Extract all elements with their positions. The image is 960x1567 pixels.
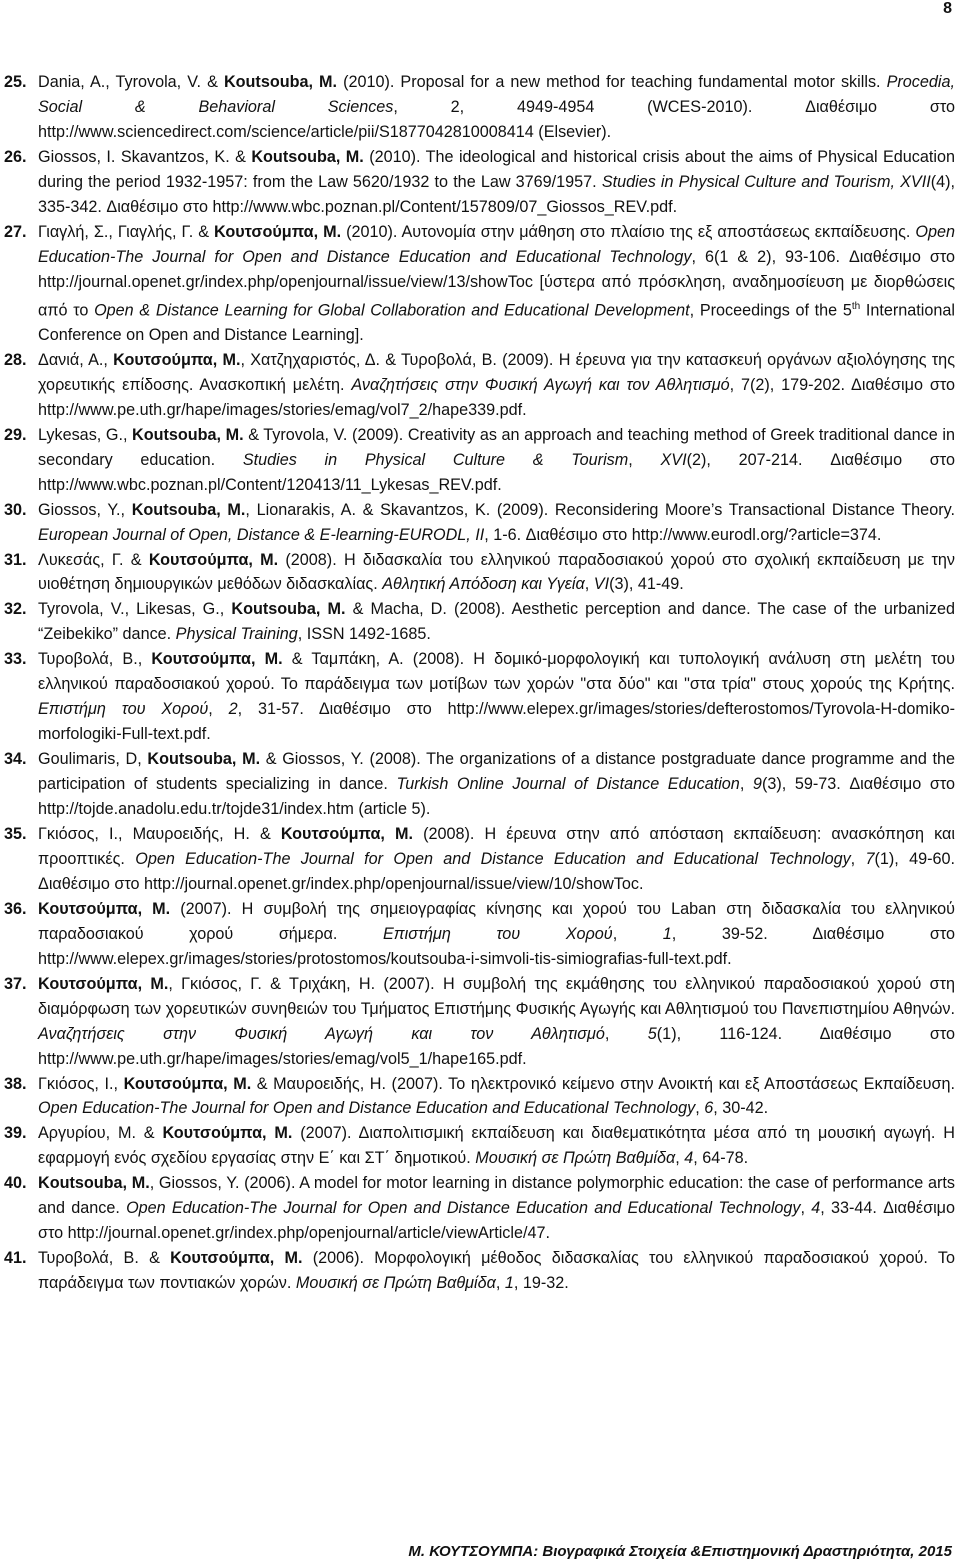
publication-title: 6 — [704, 1099, 714, 1118]
publication-title: Turkish Online Journal of Distance Education — [396, 775, 740, 794]
reference-segment: , 6(1 & 2), 93-106. Διαθέσιμο στο http://journal.openet.gr/index.php/openjournal/issue/view/13/showToc [ύστερα από πρόσκληση, αναδημοσίευση με διορθώσεις από το — [38, 247, 955, 319]
page-footer: Μ. ΚΟΥΤΣΟΥΜΠΑ: Βιογραφικά Στοιχεία &Επιστημονική Δραστηριότητα, 2015 — [408, 1543, 952, 1560]
author-name: Koutsouba, M. — [251, 147, 364, 166]
reference-segment: , — [495, 1274, 505, 1293]
reference-text — [38, 498, 955, 548]
reference-segment: , ISSN 1492-1685. — [297, 625, 431, 644]
reference-item — [0, 1121, 960, 1171]
reference-segment: Τυροβολά, Β. & — [38, 1249, 171, 1268]
reference-number: 40. — [4, 1174, 27, 1193]
reference-item — [0, 747, 960, 822]
author-name: Koutsouba, M. — [38, 1174, 150, 1193]
reference-segment: Γκιόσος, Ι., — [38, 1074, 124, 1093]
publication-title: Open Education-The Journal for Open and Distance Education and Educational Technology — [38, 222, 955, 266]
page-number: 8 — [943, 0, 952, 17]
reference-item — [0, 972, 960, 1072]
reference-number: 33. — [4, 650, 27, 669]
reference-segment: (1), 116-124. Διαθέσιμο στο http://www.pe.uth.gr/hape/images/stories/emag/vol5_1/hape165.pdf. — [38, 1024, 955, 1068]
publication-title: 4 — [684, 1149, 694, 1168]
reference-segment: , — [612, 924, 663, 943]
reference-segment: , — [739, 775, 753, 794]
reference-segment: Δανιά, Α., — [38, 350, 114, 369]
reference-list — [0, 70, 960, 1296]
reference-item — [0, 1171, 960, 1246]
publication-title: 7 — [865, 849, 875, 868]
reference-segment: , 33-44. Διαθέσιμο στο http://journal.openet.gr/index.php/openjournal/article/viewArticle/47. — [38, 1199, 956, 1243]
reference-segment: Giossos, Y., — [38, 500, 132, 519]
author-name: Κουτσούμπα, Μ. — [123, 1074, 252, 1093]
publication-title: VI — [593, 575, 610, 594]
reference-text — [38, 597, 955, 647]
reference-number: 37. — [4, 974, 27, 993]
reference-segment: Tyrovola, V., Likesas, G., — [38, 600, 232, 619]
reference-number: 36. — [4, 899, 27, 918]
author-name: Koutsouba, M. — [131, 500, 246, 519]
author-name: Κουτσούμπα, Μ. — [280, 824, 413, 843]
publication-title: Αθλητική Απόδοση και Υγεία — [382, 575, 585, 594]
author-name: Κουτσούμπα, Μ. — [214, 222, 342, 241]
reference-segment: (2007). Η συμβολή της σημειογραφίας κίνησης και χορού του Laban στη διδασκαλία του ελληνικού παραδοσιακού χορού σήμερα. — [38, 899, 955, 943]
reference-segment: Dania, A., Tyrovola, V. & — [38, 73, 224, 91]
author-name: Koutsouba, M. — [132, 425, 244, 444]
publication-title: Επιστήμη του Χορού — [38, 700, 209, 719]
reference-text — [38, 897, 955, 972]
reference-item — [0, 597, 960, 647]
reference-segment: , 39-52. Διαθέσιμο στο http://www.elepex.gr/images/stories/protostomos/koutsouba-i-simvoli-tis-simiografias-full-text.pdf. — [38, 924, 956, 968]
author-name: Koutsouba, M. — [231, 600, 346, 619]
reference-text — [38, 747, 955, 822]
publication-title: Open Education-The Journal for Open and Distance Education and Educational Technology — [126, 1199, 801, 1218]
reference-segment: (2008). Η διδασκαλία του ελληνικού παραδοσιακού χορού στο σχολική εκπαίδευση με την υιοθέτηση δημιουργικών μεθόδων διδασκαλίας. — [38, 550, 956, 594]
reference-number: 27. — [4, 222, 27, 241]
publication-title: 1 — [662, 924, 672, 943]
reference-segment: (2010). Αυτονομία στην μάθηση στο πλαίσιο της εξ αποστάσεως εκπαίδευσης. — [341, 222, 916, 241]
reference-segment: , Giossos, Y. (2006). A model for motor learning in distance polymorphic education: the case of performance arts and dance. — [38, 1174, 955, 1218]
reference-segment: , 64-78. — [693, 1149, 749, 1168]
publication-title: Open & Distance Learning for Global Collaboration and Educational Development — [94, 300, 690, 319]
reference-text — [38, 1246, 955, 1296]
reference-text — [38, 822, 955, 897]
reference-item — [0, 220, 960, 348]
publication-title: Studies in Physical Culture & Tourism — [242, 450, 629, 469]
author-name: Κουτσούμπα, Μ. — [170, 1249, 303, 1268]
reference-item — [0, 822, 960, 897]
author-name: Κουτσούμπα, Μ. — [113, 350, 241, 369]
publication-title: Procedia, Social & Behavioral Sciences — [38, 73, 955, 116]
publication-title: Studies in Physical Culture and Tourism, XVII — [601, 172, 931, 191]
publication-title: 1 — [504, 1274, 514, 1293]
reference-text — [38, 348, 955, 423]
reference-segment: Γιαγλή, Σ., Γιαγλής, Γ. & — [38, 222, 215, 241]
reference-segment: Τυροβολά, Β., — [38, 650, 152, 669]
reference-item — [0, 70, 960, 145]
reference-text — [38, 1121, 955, 1171]
publication-title: Μουσική σε Πρώτη Βαθμίδα — [475, 1149, 676, 1168]
publication-title: Μουσική σε Πρώτη Βαθμίδα — [295, 1274, 496, 1293]
reference-number: 29. — [4, 425, 27, 444]
reference-segment: (2010). The ideological and historical crisis about the aims of Physical Education during the period 1932-1957: from the Law 5620/1932 to the Law 3769/1957. — [38, 147, 955, 191]
reference-text — [38, 647, 955, 747]
reference-segment: , — [675, 1149, 685, 1168]
publication-title: 4 — [811, 1199, 821, 1218]
reference-number: 38. — [4, 1074, 27, 1093]
reference-number: 39. — [4, 1124, 27, 1143]
reference-number: 26. — [4, 147, 27, 166]
reference-text — [38, 220, 955, 348]
publication-title: Open Education-The Journal for Open and Distance Education and Educational Technology — [135, 849, 851, 868]
reference-item — [0, 145, 960, 220]
reference-text — [38, 70, 955, 145]
reference-number: 25. — [4, 73, 27, 91]
reference-number: 31. — [4, 550, 27, 569]
reference-number: 34. — [4, 750, 27, 769]
reference-segment: th — [851, 300, 861, 312]
reference-number: 41. — [4, 1249, 27, 1268]
reference-text — [38, 972, 955, 1072]
reference-segment: & Macha, D. (2008). Aesthetic perception and dance. The case of the urbanized “Zeibekiko” dance. — [38, 600, 955, 644]
reference-segment: Goulimaris, D, — [38, 750, 148, 769]
author-name: Κουτσούμπα, Μ. — [38, 899, 171, 918]
author-name: Κουτσούμπα, Μ. — [162, 1124, 293, 1143]
author-name: Koutsouba, M. — [223, 73, 338, 91]
reference-segment: & Μαυροειδής, Η. (2007). Το ηλεκτρονικό κείμενο στην Ανοικτή και εξ Αποστάσεως Εκπαίδευση. — [251, 1074, 955, 1093]
reference-number: 28. — [4, 350, 27, 369]
reference-text — [38, 1171, 955, 1246]
reference-segment: (3), 41-49. — [609, 575, 684, 594]
reference-segment: (2010). Proposal for a new method for teaching fundamental motor skills. — [337, 73, 887, 91]
publication-title: European Journal of Open, Distance & E-learning-EURODL, II — [38, 525, 485, 544]
reference-segment: Αργυρίου, Μ. & — [38, 1124, 163, 1143]
author-name: Κουτσούμπα, Μ. — [148, 550, 279, 569]
publication-title: 9 — [752, 775, 762, 794]
reference-segment: , 1-6. Διαθέσιμο στο http://www.eurodl.org/?article=374. — [484, 525, 882, 544]
reference-segment: Lykesas, G., — [38, 425, 133, 444]
reference-segment: , Proceedings of the 5 — [689, 300, 852, 319]
reference-item — [0, 647, 960, 747]
reference-segment: , — [800, 1199, 812, 1218]
reference-text — [38, 1072, 955, 1122]
reference-segment: , Lionarakis, A. & Skavantzos, K. (2009). Reconsidering Moore’s Transactional Distance Theory. — [245, 500, 955, 519]
reference-number: 30. — [4, 500, 27, 519]
publication-title: Physical Training — [175, 625, 298, 644]
reference-segment: (2), 207-214. Διαθέσιμο στο http://www.wbc.poznan.pl/Content/120413/11_Lykesas_REV.pdf. — [38, 450, 955, 494]
reference-text — [38, 145, 955, 220]
reference-segment: , — [695, 1099, 705, 1118]
reference-segment: (2008). Η έρευνα στην από απόσταση εκπαίδευση: ανασκόπηση και προοπτικές. — [38, 824, 955, 868]
reference-item — [0, 897, 960, 972]
reference-segment: , — [584, 575, 594, 594]
reference-segment: Giossos, I. Skavantzos, K. & — [38, 147, 252, 166]
reference-segment: Λυκεσάς, Γ. & — [38, 550, 149, 569]
reference-segment: (4), 335-342. Διαθέσιμο στο http://www.wbc.poznan.pl/Content/157809/07_Giossos_REV.pdf. — [38, 172, 956, 216]
publication-title: 2 — [228, 700, 238, 719]
reference-item — [0, 548, 960, 598]
publication-title: Επιστήμη του Χορού — [382, 924, 613, 943]
reference-segment: , 19-32. — [513, 1274, 569, 1293]
publication-title: Open Education-The Journal for Open and Distance Education and Educational Technology — [38, 1099, 696, 1118]
reference-segment: (3), 59-73. Διαθέσιμο στο http://tojde.anadolu.edu.tr/tojde31/index.htm (article 5). — [38, 775, 956, 819]
reference-item — [0, 423, 960, 498]
reference-segment: , — [604, 1024, 648, 1043]
reference-item — [0, 348, 960, 423]
reference-segment: , Γκιόσος, Γ. & Τριχάκη, Η. (2007). Η συμβολή της εκμάθησης του ελληνικού παραδοσιακού χορού στη διαμόρφωση των χορευτικών συνηθειών του Τμήματος Επιστήμης Φυσικής Αγωγής και Αθλητισμού του Πανεπιστημίου Αθηνών. — [38, 974, 955, 1018]
publication-title: XVI — [660, 450, 687, 469]
reference-item — [0, 1072, 960, 1122]
author-name: Κουτσούμπα, Μ. — [38, 974, 169, 993]
publication-title: Αναζητήσεις στην Φυσική Αγωγή και τον Αθλητισμό — [38, 1024, 605, 1043]
publication-title: 5 — [647, 1024, 657, 1043]
reference-text — [38, 548, 955, 598]
reference-segment: (1), 49-60. Διαθέσιμο στο http://journal.openet.gr/index.php/openjournal/issue/view/10/showToc. — [38, 849, 956, 893]
reference-segment: & Tyrovola, V. (2009). Creativity as an approach and teaching method of Greek traditional dance in secondary education. — [38, 425, 955, 469]
reference-segment: (2006). Μορφολογική μέθοδος διδασκαλίας του ελληνικού παραδοσιακού χορού. Το παράδειγμα των ποντιακών χορών. — [38, 1249, 955, 1293]
author-name: Koutsouba, M. — [147, 750, 261, 769]
publication-title: Αναζητήσεις στην Φυσική Αγωγή και τον Αθλητισμό — [351, 375, 730, 394]
reference-segment: & Ταμπάκη, Α. (2008). Η δομικό-μορφολογική και τυπολογική ανάλυση στη μελέτη του ελληνικού παραδοσιακού χορού. Το παράδειγμα των μοτίβων των χορών "στα δύο" και "στα τρία" στους χορούς της Κρήτης. — [38, 650, 955, 694]
reference-segment: , — [850, 849, 866, 868]
reference-text — [38, 423, 955, 498]
reference-segment: , Χατζηχαριστός, Δ. & Τυροβολά, Β. (2009). Η έρευνα για την κατασκευή οργάνων αξιολόγησης της χορευτικής επίδοσης. Ανασκοπική μελέτη. — [38, 350, 955, 394]
author-name: Κουτσούμπα, Μ. — [151, 650, 283, 669]
reference-segment: International Conference on Open and Distance Learning]. — [38, 300, 955, 344]
reference-segment: , 30-42. — [713, 1099, 769, 1118]
reference-segment: , — [628, 450, 661, 469]
reference-segment: , 7(2), 179-202. Διαθέσιμο στο http://www.pe.uth.gr/hape/images/stories/emag/vol7_2/hape339.pdf. — [38, 375, 955, 419]
reference-segment: , 2, 4949-4954 (WCES-2010). Διαθέσιμο στο http://www.sciencedirect.com/science/article/pii/S1877042810008414 (Elsevier). — [38, 97, 955, 141]
reference-segment: & Giossos, Y. (2008). The organizations of a distance postgraduate dance programme and the participation of students specializing in dance. — [38, 750, 955, 794]
reference-item — [0, 498, 960, 548]
reference-number: 32. — [4, 600, 27, 619]
reference-item — [0, 1246, 960, 1296]
reference-segment: Γκιόσος, Ι., Μαυροειδής, Η. & — [38, 824, 281, 843]
reference-number: 35. — [4, 824, 27, 843]
reference-segment: , — [208, 700, 229, 719]
reference-segment: (2007). Διαπολιτισμική εκπαίδευση και διαθεματικότητα μέσα από τη μουσική αγωγή. Η εφαρμογή ενός σχεδίου εργασίας στην Ε΄ και ΣΤ΄ δημοτικού. — [38, 1124, 955, 1168]
reference-segment: , 31-57. Διαθέσιμο στο http://www.elepex.gr/images/stories/defterostomos/Tyrovola-H-domiko-morfologiki-Full-text.pdf. — [38, 700, 956, 744]
